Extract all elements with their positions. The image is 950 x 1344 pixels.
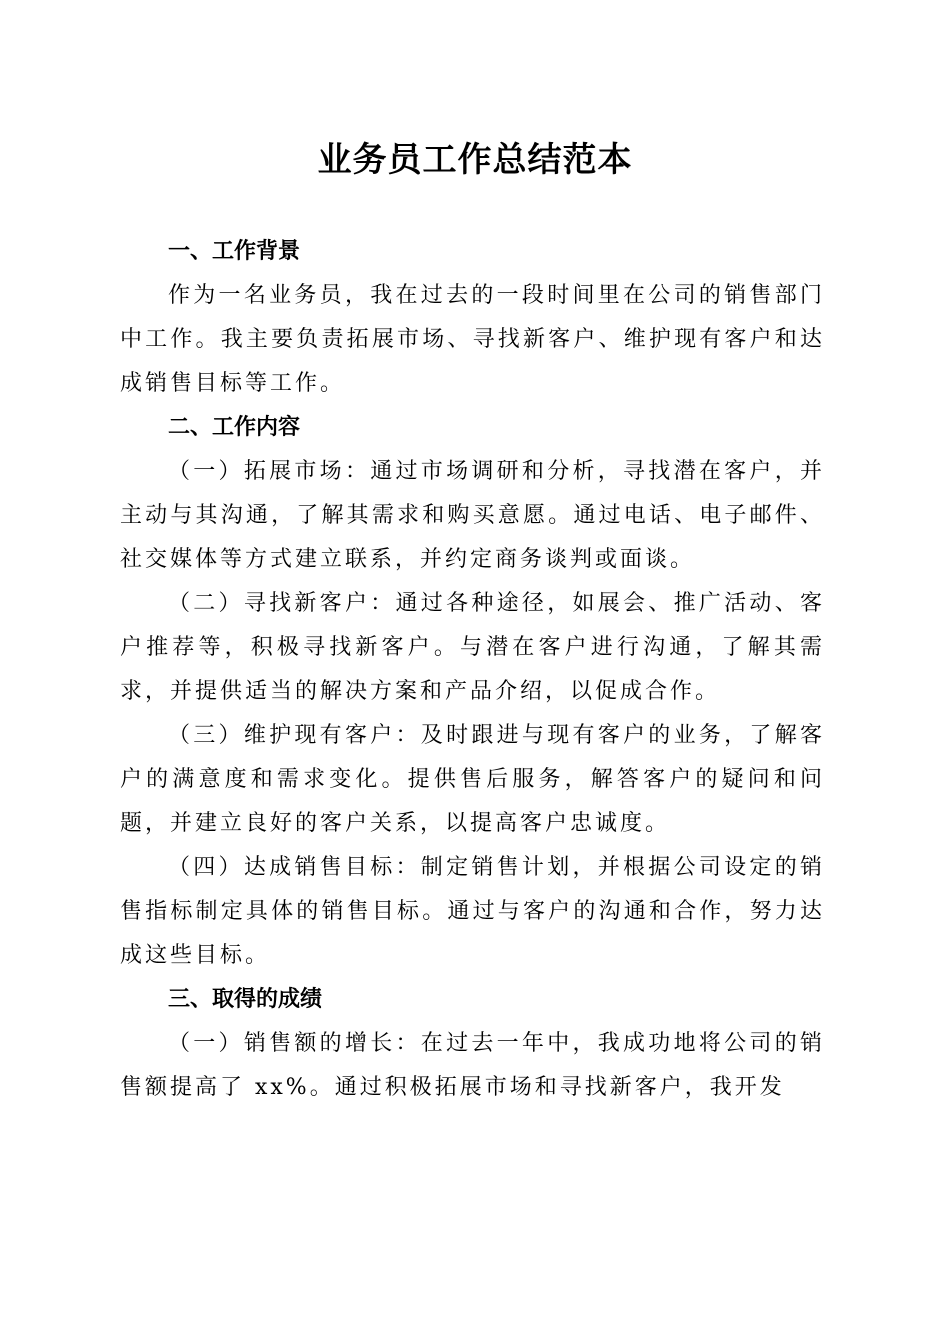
document-title: 业务员工作总结范本 <box>317 140 633 180</box>
paragraph: （二）寻找新客户：通过各种途径，如展会、推广活动、客户推荐等，积极寻找新客户。与潜在客户进行沟通，了解其需求，并提供适当的解决方案和产品介绍，以促成合作。 <box>120 591 825 704</box>
section-work-background <box>120 230 825 406</box>
section-heading: 二、工作内容 <box>168 415 301 440</box>
section-heading: 一、工作背景 <box>168 239 301 264</box>
section-work-content <box>120 406 825 978</box>
paragraph: （四）达成销售目标：制定销售计划，并根据公司设定的销售指标制定具体的销售目标。通过与客户的沟通和合作，努力达成这些目标。 <box>120 855 825 968</box>
paragraph: （三）维护现有客户：及时跟进与现有客户的业务，了解客户的满意度和需求变化。提供售后服务，解答客户的疑问和问题，并建立良好的客户关系，以提高客户忠诚度。 <box>120 723 825 836</box>
section-heading: 三、取得的成绩 <box>168 987 323 1012</box>
paragraph: （一）拓展市场：通过市场调研和分析，寻找潜在客户，并主动与其沟通，了解其需求和购买意愿。通过电话、电子邮件、社交媒体等方式建立联系，并约定商务谈判或面谈。 <box>120 459 825 572</box>
paragraph: （一）销售额的增长：在过去一年中，我成功地将公司的销售额提高了 xx%。通过积极拓展市场和寻找新客户，我开发 <box>120 1031 825 1100</box>
paragraph: 作为一名业务员，我在过去的一段时间里在公司的销售部门中工作。我主要负责拓展市场、寻找新客户、维护现有客户和达成销售目标等工作。 <box>120 283 825 396</box>
document-body <box>120 230 825 1110</box>
section-achievements <box>120 978 825 1110</box>
